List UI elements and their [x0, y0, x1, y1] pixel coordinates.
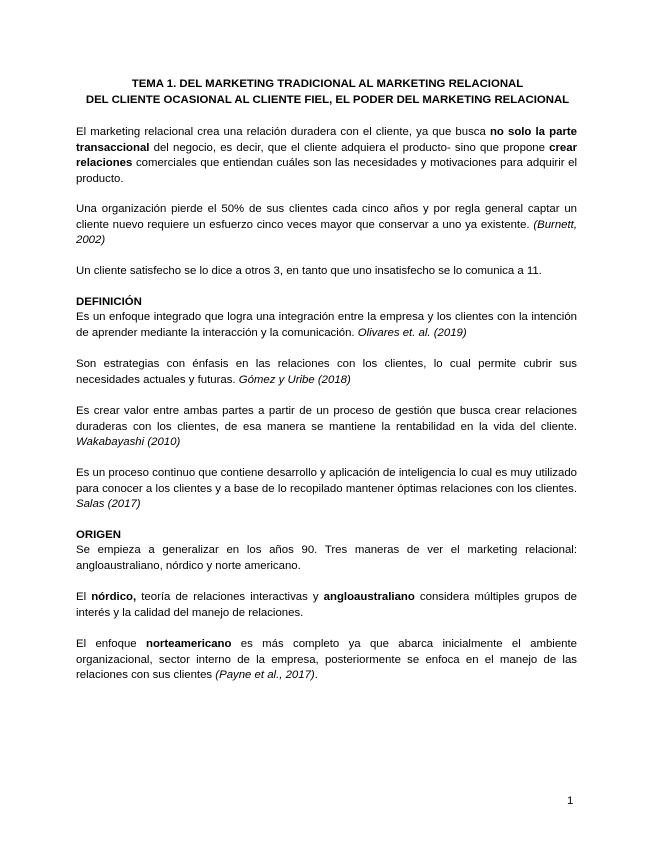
citation: Salas (2017) [76, 498, 141, 510]
citation: (Payne et al., 2017) [215, 669, 315, 681]
citation: Gómez y Uribe (2018) [238, 373, 351, 386]
intro-paragraph-2 [76, 202, 577, 249]
text-run: . [314, 669, 318, 681]
origin-paragraph-1: Se empieza a generalizar en los años 90. Tres maneras de ver el marketing relacional: angloaustraliano, nórdico y norte americano. [76, 544, 577, 572]
bold-text: angloaustraliano [323, 591, 415, 603]
section-heading-origen: ORIGEN [76, 529, 121, 541]
intro-paragraph-3: Un cliente satisfecho se lo dice a otros 3, en tanto que uno insatisfecho se lo comunica a 11. [76, 265, 542, 277]
citation: (Burnett, 2002) [76, 218, 577, 246]
text-run: Es un proceso continuo que contiene desarrollo y aplicación de inteligencia lo cual es muy utilizado para conocer a los clientes y a base de lo recopilado mantener óptimas relaciones con los clientes. [76, 467, 577, 495]
text-run: El marketing relacional crea una relación duradera con el cliente, ya que busca [76, 126, 490, 138]
definition-paragraph-1 [76, 310, 577, 341]
page-title-line-2: DEL CLIENTE OCASIONAL AL CLIENTE FIEL, EL PODER DEL MARKETING RELACIONAL [85, 94, 570, 106]
page-title-line-1: TEMA 1. DEL MARKETING TRADICIONAL AL MARKETING RELACIONAL [131, 78, 524, 90]
bold-text: crear relaciones [76, 141, 577, 169]
text-run: Son estrategias con énfasis en las relaciones con los clientes, lo cual permite cubrir sus necesidades actuales y futuras. [76, 358, 577, 386]
section-heading-definicion: DEFINICIÓN [76, 296, 142, 308]
text-run: considera múltiples grupos de interés y la calidad del manejo de relaciones. [76, 591, 577, 619]
origin-paragraph-3 [76, 637, 577, 684]
text-run: Es crear valor entre ambas partes a partir de un proceso de gestión que busca crear relaciones duraderas con los clientes, de esa manera se mantiene la rentabilidad en la vida del cliente. [76, 405, 577, 433]
bold-text: nórdico, [91, 591, 137, 603]
text-run: comerciales que entiendan cuáles son las necesidades y motivaciones para adquirir el producto. [76, 157, 577, 185]
text-run: teoría de relaciones interactivas y [136, 591, 324, 603]
text-run: Una organización pierde el 50% de sus clientes cada cinco años y por regla general captar un cliente nuevo requiere un esfuerzo cinco veces mayor que conservar a uno ya existente. [76, 203, 577, 231]
text-run: es más completo ya que abarca inicialmente el ambiente organizacional, sector interno de la empresa, posteriormente se enfoca en el manejo de las relaciones con sus clientes [76, 638, 577, 681]
origin-paragraph-2 [76, 590, 577, 621]
intro-paragraph-1 [76, 125, 577, 187]
definition-paragraph-3 [76, 404, 577, 451]
bold-text: norteamericano [145, 638, 232, 650]
definition-paragraph-4 [76, 466, 577, 513]
bold-text: no solo la parte transaccional [76, 126, 577, 154]
text-run: El enfoque [76, 638, 146, 650]
text-run: El [76, 591, 92, 603]
citation: Wakabayashi (2010) [76, 436, 181, 448]
text-run: del negocio, es decir, que el cliente adquiera el producto- sino que propone [149, 141, 550, 154]
page-number: 1 [567, 795, 574, 807]
definition-paragraph-2 [76, 357, 577, 388]
citation: Olivares et. al. (2019) [357, 326, 467, 339]
text-run: Es un enfoque integrado que logra una integración entre la empresa y los clientes con la intención de aprender mediante la interacción y la comunicación. [76, 311, 577, 339]
